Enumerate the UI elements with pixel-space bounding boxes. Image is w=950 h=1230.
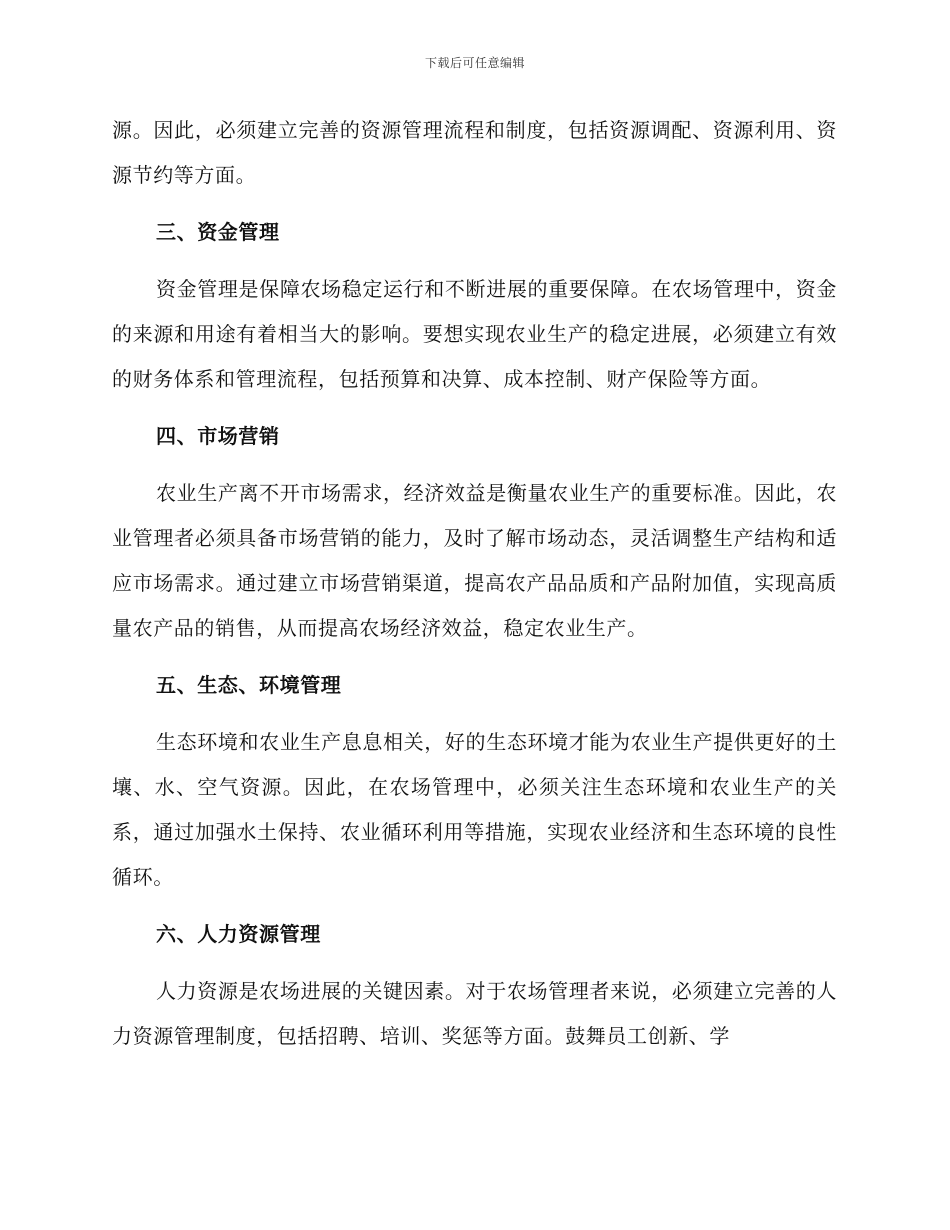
section-heading-ecology: 五、生态、环境管理 [156, 673, 342, 697]
paragraph-funds: 资金管理是保障农场稳定运行和不断进展的重要保障。在农场管理中，资金的来源和用途有着相当大的影响。要想实现农业生产的稳定进展，必须建立有效的财务体系和管理流程，包括预算和决算、成本控制、财产保险等方面。 [112, 277, 837, 391]
section-heading-hr: 六、人力资源管理 [156, 922, 321, 946]
page-header: 下载后可任意编辑 [424, 56, 525, 70]
paragraph-ecology: 生态环境和农业生产息息相关，好的生态环境才能为农业生产提供更好的土壤、水、空气资源。因此，在农场管理中，必须关注生态环境和农业生产的关系，通过加强水土保持、农业循环利用等措施，实现农业经济和生态环境的良性循环。 [112, 730, 837, 889]
section-heading-funds: 三、资金管理 [156, 220, 280, 244]
document-body [112, 108, 837, 1059]
paragraph-hr: 人力资源是农场进展的关键因素。对于农场管理者来说，必须建立完善的人力资源管理制度，包括招聘、培训、奖惩等方面。鼓舞员工创新、学 [112, 979, 837, 1048]
paragraph-marketing: 农业生产离不开市场需求，经济效益是衡量农业生产的重要标准。因此，农业管理者必须具备市场营销的能力，及时了解市场动态，灵活调整生产结构和适应市场需求。通过建立市场营销渠道，提高农产品品质和产品附加值，实现高质量农产品的销售，从而提高农场经济效益，稳定农业生产。 [112, 481, 837, 640]
paragraph-continued: 源。因此，必须建立完善的资源管理流程和制度，包括资源调配、资源利用、资源节约等方面。 [112, 118, 837, 187]
section-heading-marketing: 四、市场营销 [156, 424, 280, 448]
